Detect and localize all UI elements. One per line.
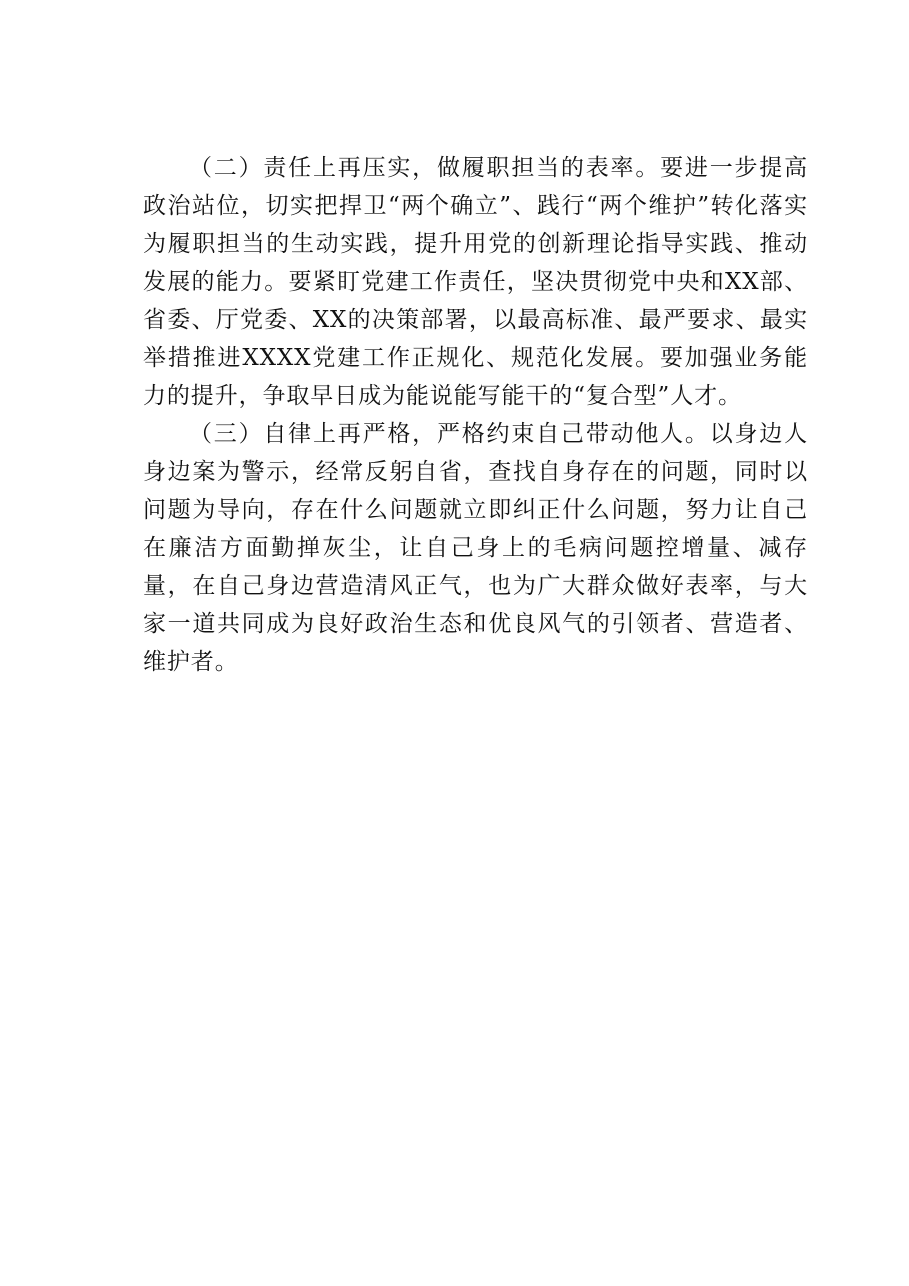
document-body <box>143 149 808 681</box>
paragraph-section-three: （三）自律上再严格，严格约束自己带动他人。以身边人身边案为警示，经常反躬自省，查找自身存在的问题，同时以问题为导向，存在什么问题就立即纠正什么问题，努力让自己在廉洁方面勤掸灰尘，让自己身上的毛病问题控增量、减存量，在自己身边营造清风正气，也为广大群众做好表率，与大家一道共同成为良好政治生态和优良风气的引领者、营造者、维护者。 <box>143 421 808 675</box>
paragraph-section-two: （二）责任上再压实，做履职担当的表率。要进一步提高政治站位，切实把捍卫“两个确立”、践行“两个维护”转化落实为履职担当的生动实践，提升用党的创新理论指导实践、推动发展的能力。要紧盯党建工作责任，坚决贯彻党中央和XX部、省委、厅党委、XX的决策部署，以最高标准、最严要求、最实举措推进XXXX党建工作正规化、规范化发展。要加强业务能力的提升，争取早日成为能说能写能干的“复合型”人才。 <box>143 155 808 409</box>
